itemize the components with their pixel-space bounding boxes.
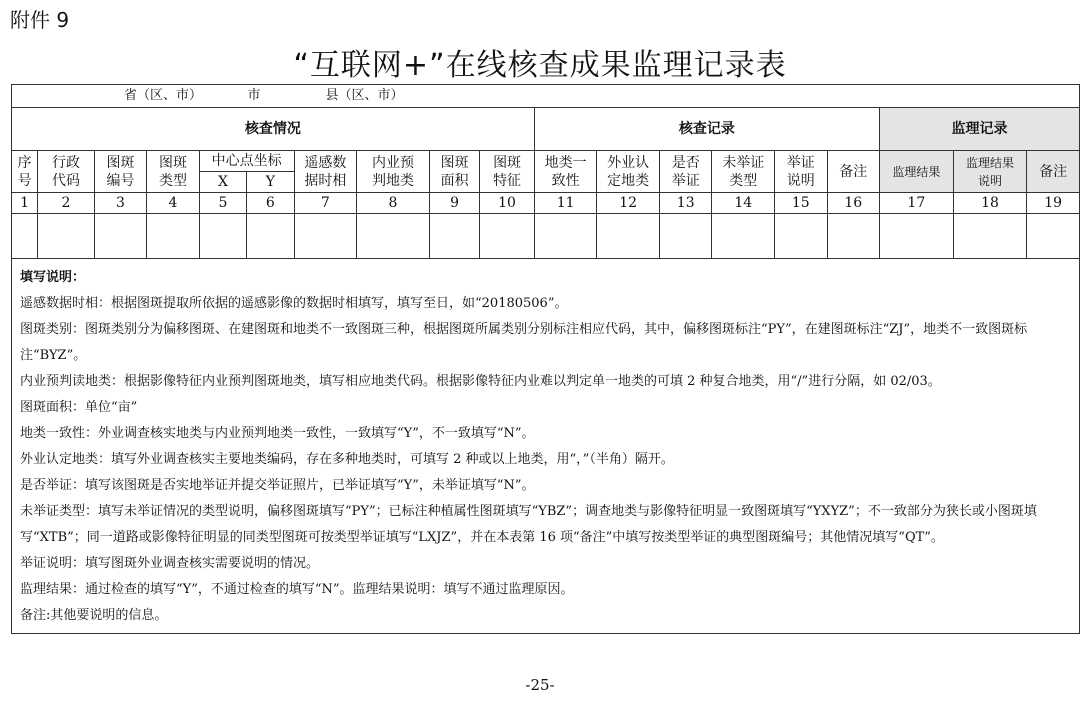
column-number: 16: [827, 193, 879, 214]
column-number: 3: [94, 193, 146, 214]
header-patch-feature: 图斑 特征: [480, 151, 535, 193]
column-number: 8: [357, 193, 430, 214]
column-number: 18: [953, 193, 1027, 214]
column-number: 15: [775, 193, 827, 214]
region-line: 省（区、市） 市 县（区、市）: [12, 85, 1080, 108]
group-check-record: 核查记录: [534, 108, 879, 151]
column-number-row: [12, 193, 1080, 214]
header-sup-remark: 备注: [1027, 151, 1080, 193]
note-line: 内业预判读地类：根据影像特征内业预判图斑地类，填写相应地类代码。根据影像特征内业难以判定单一地类的可填 2 种复合地类，用“/”进行分隔，如 02/03。: [20, 374, 941, 389]
column-number: 9: [429, 193, 479, 214]
header-patch-area: 图斑 面积: [429, 151, 479, 193]
note-line: 地类一致性：外业调查核实地类与内业预判地类一致性，一致填写“Y”，不一致填写“N”。: [20, 426, 535, 441]
note-line: 监理结果：通过检查的填写“Y”，不通过检查的填写“N”。监理结果说明：填写不通过监理原因。: [20, 582, 574, 597]
header-rs-date: 遥感数 据时相: [294, 151, 357, 193]
column-number: 13: [659, 193, 711, 214]
column-number: 10: [480, 193, 535, 214]
page-title: “互联网+”在线核查成果监理记录表: [293, 48, 787, 83]
header-patch-no: 图斑 编号: [94, 151, 146, 193]
column-number: 19: [1027, 193, 1080, 214]
note-line: 举证说明：填写图斑外业调查核实需要说明的情况。: [20, 556, 320, 571]
empty-cell[interactable]: [534, 214, 597, 259]
header-sup-result-desc: 监理结果 说明: [953, 151, 1027, 193]
empty-cell[interactable]: [880, 214, 954, 259]
note-line: 是否举证：填写该图斑是否实地举证并提交举证照片，已举证填写“Y”，未举证填写“N”。: [20, 478, 535, 493]
header-patch-type: 图斑 类型: [147, 151, 199, 193]
empty-cell[interactable]: [597, 214, 660, 259]
column-number: 17: [880, 193, 954, 214]
column-number: 11: [534, 193, 597, 214]
column-number: 12: [597, 193, 660, 214]
group-supervision-record: 监理记录: [880, 108, 1080, 151]
empty-cell[interactable]: [12, 214, 38, 259]
header-interior-prejudge: 内业预 判地类: [357, 151, 430, 193]
empty-cell[interactable]: [199, 214, 246, 259]
empty-cell[interactable]: [147, 214, 199, 259]
column-number: 14: [712, 193, 775, 214]
header-admin-code: 行政 代码: [38, 151, 95, 193]
column-number: 1: [12, 193, 38, 214]
empty-cell[interactable]: [38, 214, 95, 259]
header-sup-result: 监理结果: [880, 151, 954, 193]
page-number: -25-: [525, 676, 555, 694]
note-line: 外业认定地类：填写外业调查核实主要地类编码，存在多种地类时，可填写 2 种或以上地类，用“，”（半角）隔开。: [20, 452, 674, 467]
note-line: 遥感数据时相：根据图斑提取所依据的遥感影像的数据时相填写，填写至日，如“20180506”。: [20, 296, 568, 311]
note-line: 图斑面积：单位“亩”: [20, 400, 138, 415]
empty-cell[interactable]: [357, 214, 430, 259]
header-field-landtype: 外业认 定地类: [597, 151, 660, 193]
note-line: 备注:其他要说明的信息。: [20, 608, 168, 623]
empty-cell[interactable]: [659, 214, 711, 259]
record-table: [11, 84, 1080, 634]
empty-cell[interactable]: [247, 214, 294, 259]
note-line: 未举证类型：填写未举证情况的类型说明，偏移图斑填写“PY”；已标注种植属性图斑填写“YBZ”；调查地类与影像特征明显一致图斑填写“YXYZ”；不一致部分为狭长或小图斑填写“XTB”；同一道路或影像特征明显的同类型图斑可按类型举证填写“LXJZ”，并在本表第 16 项“备注”中填写按类型举证的典型图斑编号；其他情况填写“QT”。: [20, 504, 1037, 545]
header-is-evidence: 是否 举证: [659, 151, 711, 193]
header-x: X: [199, 172, 246, 193]
empty-data-row: [12, 214, 1080, 259]
header-y: Y: [247, 172, 294, 193]
attachment-label: 附件 9: [10, 8, 70, 32]
column-number: 4: [147, 193, 199, 214]
column-number: 6: [247, 193, 294, 214]
note-line: 图斑类别：图斑类别分为偏移图斑、在建图斑和地类不一致图斑三种，根据图斑所属类别分别标注相应代码，其中，偏移图斑标注“PY”，在建图斑标注“ZJ”，地类不一致图斑标注“BYZ”。: [20, 322, 1028, 363]
column-number: 2: [38, 193, 95, 214]
empty-cell[interactable]: [712, 214, 775, 259]
column-number: 7: [294, 193, 357, 214]
empty-cell[interactable]: [827, 214, 879, 259]
header-landtype-consistency: 地类一 致性: [534, 151, 597, 193]
empty-cell[interactable]: [94, 214, 146, 259]
filling-instructions: [12, 259, 1080, 634]
empty-cell[interactable]: [1027, 214, 1080, 259]
column-number: 5: [199, 193, 246, 214]
header-center-coord: 中心点坐标: [199, 151, 294, 172]
header-no-evidence-type: 未举证 类型: [712, 151, 775, 193]
header-evidence-desc: 举证 说明: [775, 151, 827, 193]
empty-cell[interactable]: [953, 214, 1027, 259]
header-remark: 备注: [827, 151, 879, 193]
group-check-info: 核查情况: [12, 108, 535, 151]
empty-cell[interactable]: [775, 214, 827, 259]
empty-cell[interactable]: [480, 214, 535, 259]
header-seq: 序 号: [12, 151, 38, 193]
notes-heading: 填写说明：: [20, 270, 86, 285]
empty-cell[interactable]: [429, 214, 479, 259]
empty-cell[interactable]: [294, 214, 357, 259]
